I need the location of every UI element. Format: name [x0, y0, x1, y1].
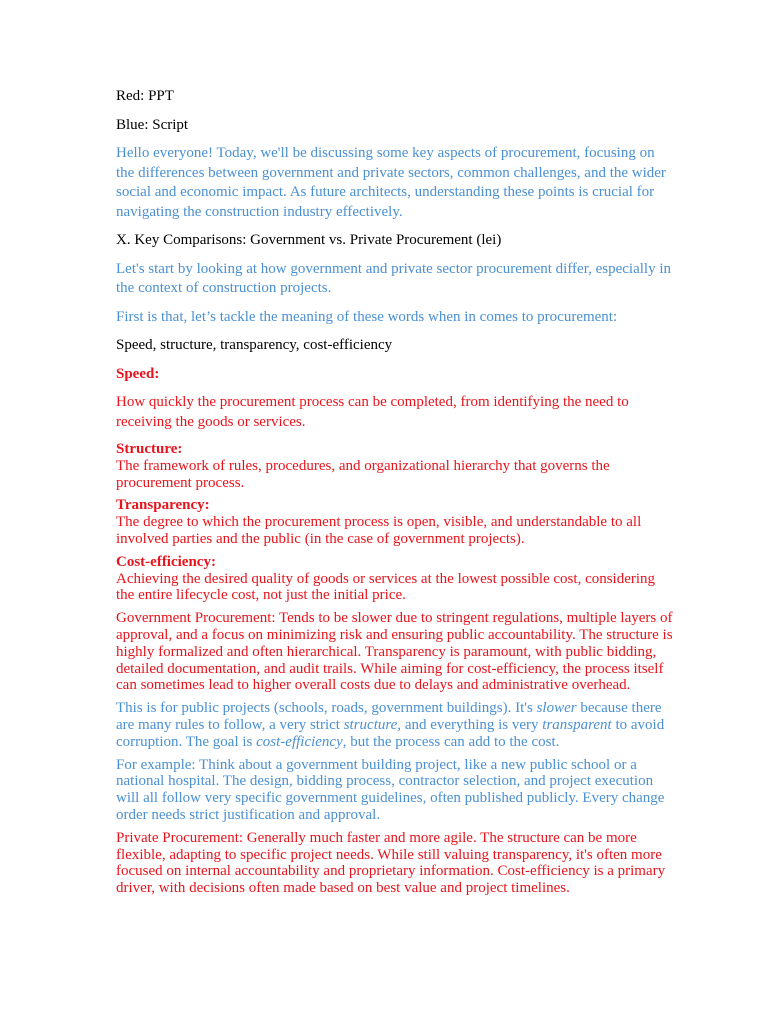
gov-script-emphasis-transparent: transparent	[542, 716, 612, 733]
gov-script-text-3: and everything is very	[401, 716, 543, 733]
government-procurement-script	[116, 700, 676, 750]
example-script: For example: Think about a government building project, like a new public school or a national hospital. The design, bidding process, contractor selection, and project execution will all follow very specific government guidelines, often published publicly. Every change order needs strict justification and approval.	[116, 756, 665, 823]
gov-script-text-5: , but the process can add to the cost.	[342, 733, 560, 750]
gov-script-text-2: because there are many rules to follow, a very strict	[116, 700, 662, 733]
terms-line: Speed, structure, transparency, cost-efficiency	[116, 337, 393, 353]
gov-script-emphasis-structure: structure,	[343, 716, 402, 733]
script-start: Let's start by looking at how government and private sector procurement differ, especially in the context of construction projects.	[116, 260, 671, 296]
legend-blue: Blue: Script	[116, 116, 189, 133]
section-title: X. Key Comparisons: Government vs. Private Procurement (lei)	[116, 232, 502, 248]
speed-term: Speed:	[116, 365, 160, 382]
document-body	[116, 87, 676, 897]
cost-efficiency-definition: Achieving the desired quality of goods or services at the lowest possible cost, considering the entire lifecycle cost, not just the initial price.	[116, 570, 656, 604]
script-first: First is that, let’s tackle the meaning of these words when in comes to procurement:	[116, 308, 618, 325]
private-procurement-ppt: Private Procurement: Generally much faster and more agile. The structure can be more flexible, adapting to specific project needs. While still valuing transparency, it's often more focused on internal accountability and proprietary information. Cost-efficiency is a primary driver, with decisions often made based on best value and project timelines.	[116, 829, 666, 897]
structure-term: Structure:	[116, 441, 183, 457]
intro-script: Hello everyone! Today, we'll be discussing some key aspects of procurement, focusing on the differences between government and private sectors, common challenges, and the wider social and economic impact. As future architects, understanding these points is crucial for navigating the construction industry effectively.	[116, 145, 666, 220]
gov-script-text-1: This is for public projects (schools, roads, government buildings). It's	[116, 700, 537, 717]
gov-script-emphasis-cost-efficiency: cost-efficiency	[256, 733, 343, 750]
legend-red: Red: PPT	[116, 88, 174, 104]
structure-definition: The framework of rules, procedures, and organizational hierarchy that governs the procurement process.	[116, 457, 610, 491]
gov-script-text-4: to avoid corruption. The goal is	[116, 716, 665, 750]
transparency-term: Transparency:	[116, 497, 210, 514]
transparency-definition: The degree to which the procurement process is open, visible, and understandable to all involved parties and the public (in the case of government projects).	[116, 514, 642, 547]
cost-efficiency-term: Cost-efficiency:	[116, 553, 216, 570]
gov-script-emphasis-slower: slower	[536, 700, 577, 717]
speed-definition: How quickly the procurement process can be completed, from identifying the need to receiving the goods or services.	[116, 394, 629, 430]
government-procurement-ppt: Government Procurement: Tends to be slower due to stringent regulations, multiple layers of approval, and a focus on minimizing risk and ensuring public accountability. The structure is highly formalized and often hierarchical. Transparency is paramount, with public bidding, detailed documentation, and audit trails. While aiming for cost-efficiency, the process itself can sometimes lead to higher overall costs due to delays and administrative overhead.	[116, 610, 673, 694]
